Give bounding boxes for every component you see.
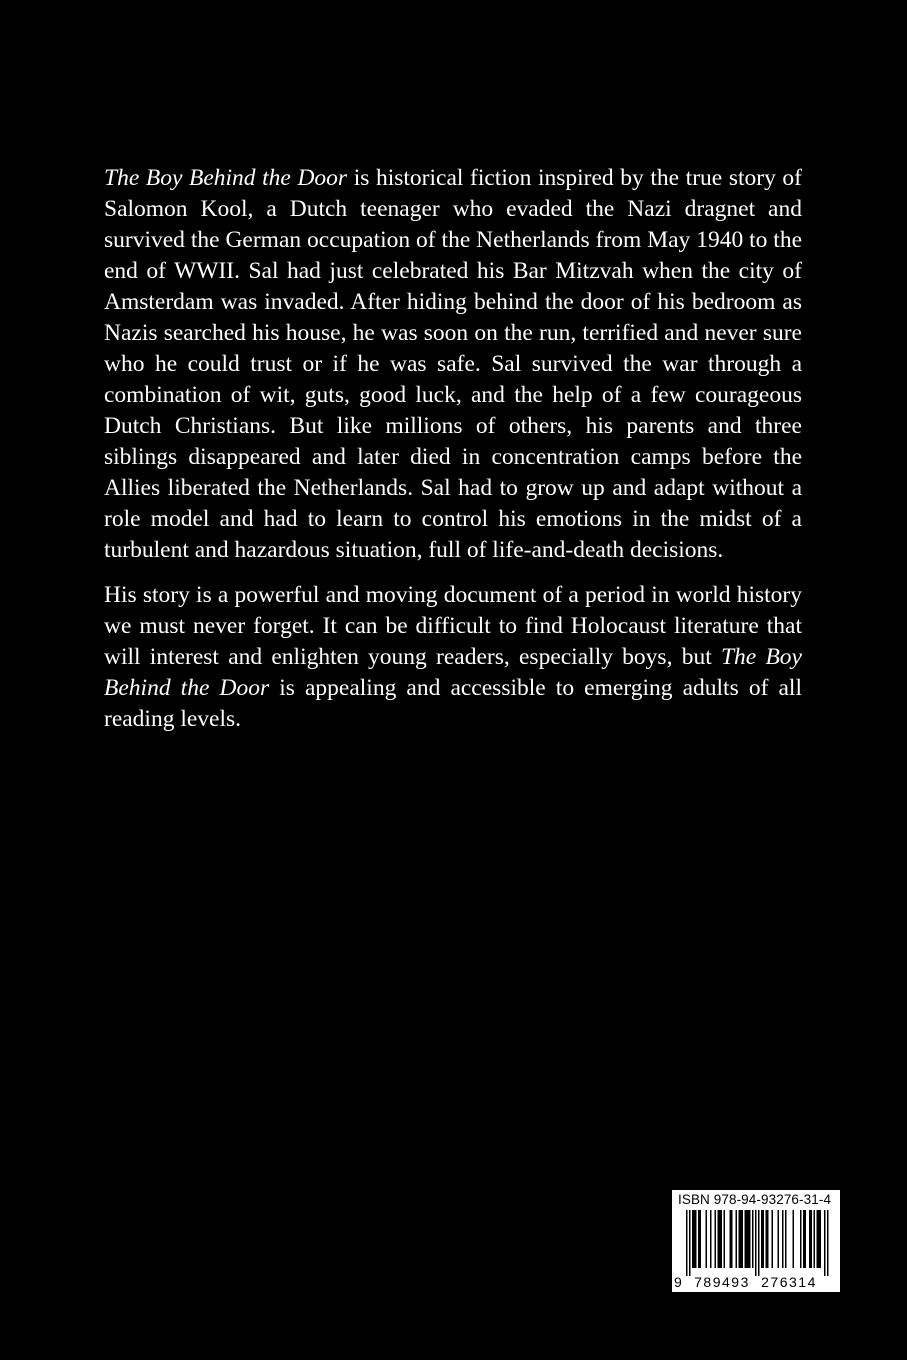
barcode-bar <box>745 1210 747 1268</box>
isbn-barcode <box>672 1190 840 1292</box>
barcode-bar <box>736 1210 738 1268</box>
barcode-bar <box>719 1210 721 1268</box>
barcode-guard-bar <box>686 1210 688 1276</box>
barcode-bar <box>805 1210 807 1268</box>
barcode-digits-right: 276314 <box>761 1274 817 1290</box>
barcode-bar <box>800 1210 802 1268</box>
book-title-italic: The Boy Behind the Door <box>104 165 348 191</box>
barcode-bar <box>721 1210 723 1268</box>
blurb-paragraph-2-text-end: is appealing and accessible to emerging adults of all reading levels. <box>104 675 802 732</box>
barcode-bars <box>686 1210 829 1276</box>
barcode-bar <box>818 1210 820 1268</box>
blurb-paragraph-1 <box>104 163 802 566</box>
barcode-bar <box>803 1210 805 1268</box>
barcode-bar <box>778 1210 780 1268</box>
barcode-bar <box>706 1210 708 1268</box>
barcode-guard-bar <box>827 1210 829 1276</box>
blurb-paragraph-1-text: is historical fiction inspired by the true story of Salomon Kool, a Dutch teenager who evaded the Nazi dragnet and survived the German occupation of the Netherlands from May 1940 to the end of WWII. Sal had just celebrated his Bar Mitzvah when the city of Amsterdam was invaded. After hiding behind the door of his bedroom as Nazis searched his house, he was soon on the run, terrified and never sure who he could trust or if he was safe. Sal survived the war through a combination of wit, guts, good luck, and the help of a few courageous Dutch Christians. But like millions of others, his parents and three siblings disappeared and later died in concentration camps before the Allies liberated the Netherlands. Sal had to grow up and adapt without a role model and had to learn to control his emotions in the midst of a turbulent and hazardous situation, full of life-and-death decisions. <box>104 165 802 563</box>
barcode-bar <box>811 1210 813 1268</box>
barcode-digit-first: 9 <box>674 1274 682 1290</box>
barcode-bar <box>767 1210 769 1268</box>
barcode-bar <box>692 1210 694 1268</box>
barcode-bar <box>820 1210 822 1268</box>
book-title-italic: The Boy Behind the Door <box>104 644 802 701</box>
blurb-paragraph-2-text-start: His story is a powerful and moving document of a period in world history we must never forget. It can be difficult to find Holocaust literature that will interest and enlighten young readers, especially boys, but <box>104 582 802 670</box>
barcode-guard-bar <box>755 1210 757 1276</box>
barcode-bar <box>730 1210 732 1268</box>
barcode-bar <box>752 1210 754 1268</box>
barcode-digits-left: 789493 <box>694 1274 750 1290</box>
barcode-bar <box>740 1210 742 1268</box>
barcode-bar <box>782 1210 784 1268</box>
barcode-bar <box>766 1210 768 1268</box>
barcode-bar <box>785 1210 787 1268</box>
barcode-bar <box>749 1210 751 1268</box>
barcode-bar <box>809 1210 811 1268</box>
barcode-bar <box>700 1210 702 1268</box>
barcode-guard-bar <box>824 1210 826 1276</box>
barcode-bar <box>694 1210 696 1268</box>
barcode-bar <box>739 1210 741 1268</box>
barcode-bar <box>710 1210 712 1268</box>
blurb-paragraph-2 <box>104 580 802 735</box>
barcode-bar <box>731 1210 733 1268</box>
back-cover-blurb <box>104 163 802 749</box>
barcode-bar <box>817 1210 819 1268</box>
barcode-bar <box>763 1210 765 1268</box>
barcode-bar <box>772 1210 774 1268</box>
barcode-bar <box>718 1210 720 1268</box>
barcode-bar <box>724 1210 726 1268</box>
barcode-bar <box>746 1210 748 1268</box>
barcode-graphic <box>672 1208 840 1292</box>
barcode-bar <box>715 1210 717 1268</box>
barcode-guard-bar <box>689 1210 691 1276</box>
barcode-guard-bar <box>758 1210 760 1276</box>
barcode-bar <box>761 1210 763 1268</box>
barcode-bar <box>742 1210 744 1268</box>
barcode-bar <box>814 1210 816 1268</box>
barcode-bar <box>695 1210 697 1268</box>
barcode-bar <box>698 1210 700 1268</box>
isbn-label: ISBN 978-94-93276-31-4 <box>678 1192 832 1207</box>
barcode-bar <box>748 1210 750 1268</box>
barcode-bar <box>793 1210 795 1268</box>
